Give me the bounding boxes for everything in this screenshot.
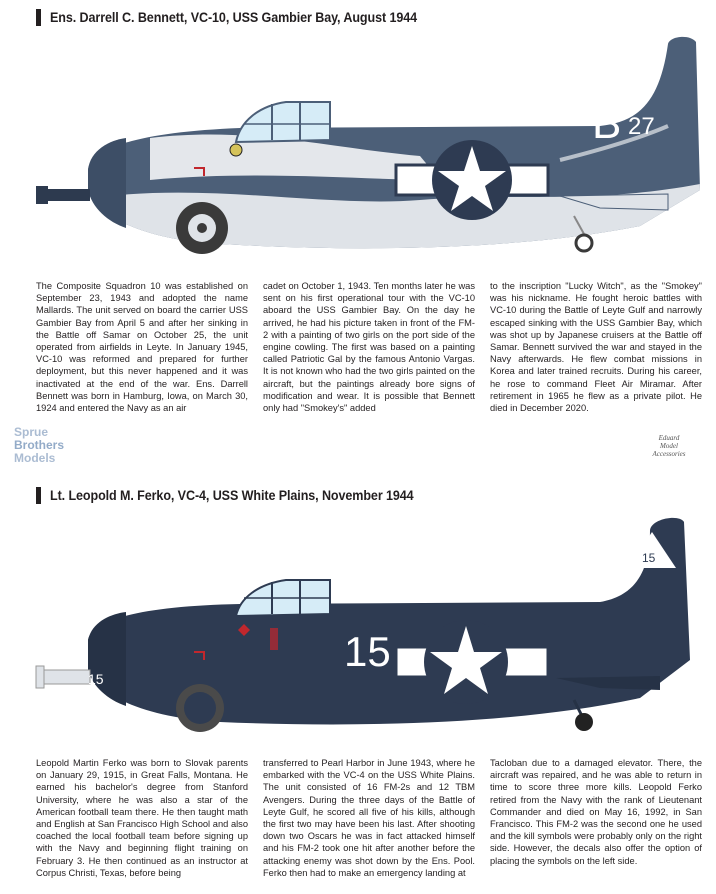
fuselage bbox=[88, 518, 690, 725]
main-wheel bbox=[176, 202, 228, 254]
credit-line: Model bbox=[660, 442, 678, 450]
watermark-line: Brothers bbox=[14, 438, 65, 452]
section-1-title-text: Ens. Darrell C. Bennett, VC-10, USS Gambier Bay, August 1944 bbox=[50, 9, 418, 25]
paragraph: Tacloban due to a damaged elevator. There, the aircraft was repaired, and he was able to return in time to score three more kills. Leopold Ferko retired from the Navy with the rank of Lieutenant Commander and died on May 16, 1992, in San Francisco. This FM-2 was the second one he used and the kill symbols were probably only on the right side. However, the decals also offer the option of placing the symbols on the left side. bbox=[490, 758, 702, 866]
canopy bbox=[236, 102, 330, 142]
watermark bbox=[14, 426, 84, 465]
tail-code-letter: B bbox=[592, 99, 622, 148]
credit-logo bbox=[636, 434, 702, 458]
text-column bbox=[490, 757, 702, 879]
credit-line: Accessories bbox=[652, 450, 686, 458]
text-column bbox=[263, 757, 475, 879]
cowl-number: 15 bbox=[88, 671, 104, 687]
aircraft-profile-bennett bbox=[0, 30, 716, 258]
text-column bbox=[36, 280, 248, 414]
credit-line: Eduard bbox=[658, 434, 680, 442]
section-1-title bbox=[36, 6, 445, 28]
paragraph: The Composite Squadron 10 was established on September 23, 1943 and adopted the name Mallards. The unit served on board the carrier USS Gambier Bay from April 5 and after her sinking in the Battle off Samar on October 25, the unit operated from airfields in Leyte. In January 1945, VC-10 was reformed and prepared for further deployment, but this never happened and it was inactivated at the end of the war. Ens. Darrell Bennett was born in Hamburg, Iowa, on March 30, 1924 and entered the Navy as an air bbox=[36, 281, 248, 414]
section-2-text bbox=[36, 757, 702, 879]
aircraft-profile-ferko bbox=[0, 510, 716, 740]
section-2-title-text: Lt. Leopold M. Ferko, VC-4, USS White Plains, November 1944 bbox=[50, 487, 414, 503]
text-column bbox=[36, 757, 248, 879]
watermark-line: Models bbox=[14, 451, 56, 465]
fuselage-number: 15 bbox=[344, 628, 391, 675]
paragraph: transferred to Pearl Harbor in June 1943, where he embarked with the VC-4 on the USS White Plains. The unit consisted of 16 FM-2s and 12 TBM Avengers. During the three days of the Battle of Leyte Gulf, he scored all five of his kills, although the first two may have been his last. After shooting down two Oscars he was in fact attacked himself and his FM-2 took one hit after another before the attacking enemy was shot down by the Ens. Pool. Ferko then had to make an emergency landing at bbox=[263, 758, 475, 878]
tail-number: 15 bbox=[642, 551, 656, 565]
paragraph: cadet on October 1, 1943. Ten months later he was sent on his first operational tour with the VC-10 aboard the USS Gambier Bay. On the day he arrived, he had his picture taken in front of the FM-2 with a painting of two girls on the port side of the engine cowling. The first was based on a painting called Patriotic Gal by the famous Antonio Vargas. It is not known who had the two girls painted on the aircraft, but the paintings already bore signs of modification and wear. It is possible that Bennett only had "Smokey's" added bbox=[263, 281, 475, 414]
title-bar bbox=[36, 9, 41, 26]
text-column bbox=[490, 280, 702, 414]
main-wheel bbox=[176, 684, 224, 732]
paragraph: Leopold Martin Ferko was born to Slovak parents on January 29, 1915, in Great Falls, Montana. He earned his bachelor's degree from Stanford University, where he was also a star of the American football team there. He then taught math and English at San Francisco High School and also coached the local football team before signing up with the Navy and beginning flight training on February 3. He then continued as an instructor at Corpus Christi, Texas, before being bbox=[36, 758, 248, 878]
watermark-line: Sprue bbox=[14, 425, 49, 439]
title-bar bbox=[36, 487, 41, 504]
section-1-text bbox=[36, 280, 702, 414]
paragraph: to the inscription "Lucky Witch", as the "Smokey" was his nickname. He fought heroic battles with VC-10 during the Battle of Leyte Gulf and narrowly escaped sinking with the USS Gambier Bay, which was shot up by Japanese cruisers at the Battle off Samar. Bennett survived the war and stayed in the Navy afterwards. He flew combat missions in Korea and later trained recruits. During his career, he rose to command Fleet Air Miramar. After retirement in 1965 he flew as a private pilot. He died in December 2020. bbox=[490, 281, 702, 414]
section-2-title bbox=[36, 484, 441, 506]
text-column bbox=[263, 280, 475, 414]
tail-code-number: 27 bbox=[628, 113, 655, 140]
